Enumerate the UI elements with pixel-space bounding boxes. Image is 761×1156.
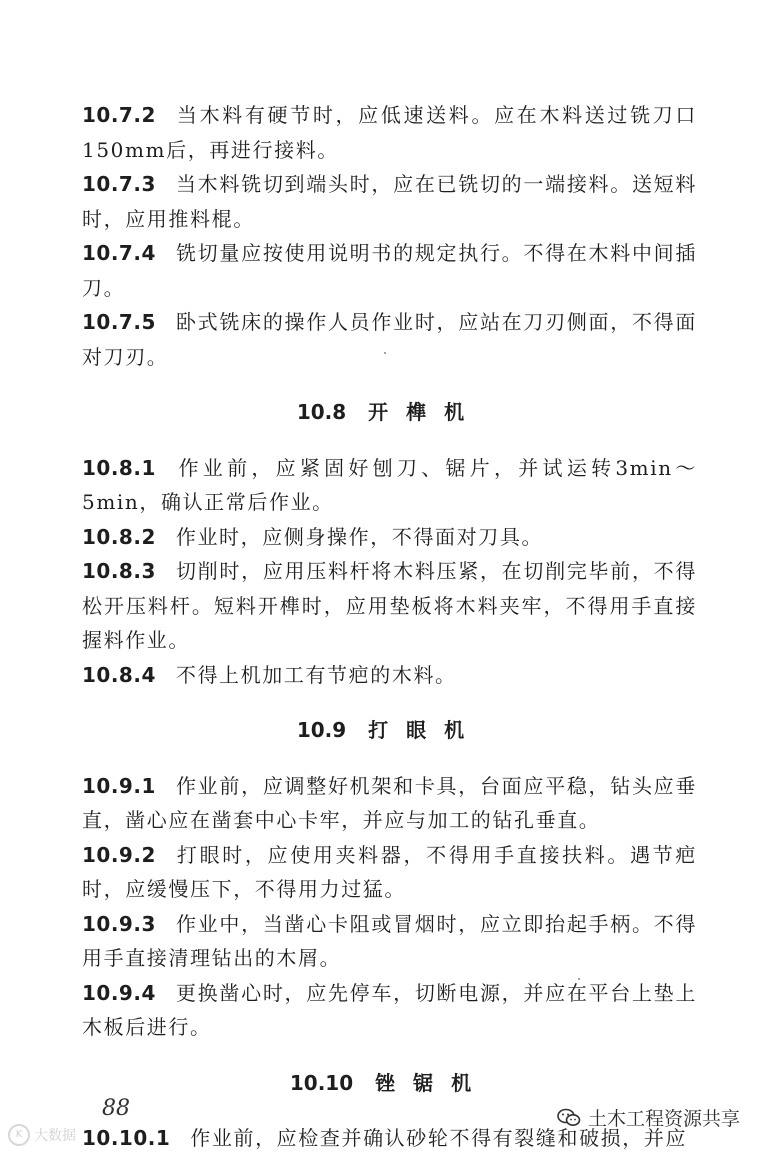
clause-10-7-2 bbox=[82, 98, 697, 167]
clause-text: 作业前，应调整好机架和卡具，台面应平稳，钻头应垂直，凿心应在凿套中心卡牢，并应与加工的钻孔垂直。 bbox=[82, 773, 697, 832]
clause-text: 不得上机加工有节疤的木料。 bbox=[175, 662, 457, 687]
section-number: 10.10 bbox=[289, 1070, 354, 1095]
clause-number: 10.8.1 bbox=[82, 455, 156, 480]
clause-number: 10.8.2 bbox=[82, 524, 156, 549]
clause-text: 更换凿心时，应先停车，切断电源，并应在平台上垫上木板后进行。 bbox=[82, 980, 697, 1039]
clause-number: 10.7.2 bbox=[82, 103, 156, 127]
scan-speck bbox=[578, 978, 580, 980]
clause-10-9-4 bbox=[82, 976, 697, 1045]
clause-number: 10.9.1 bbox=[82, 773, 156, 798]
account-watermark bbox=[556, 1104, 740, 1131]
clause-number: 10.7.4 bbox=[82, 241, 156, 265]
page-number: 88 bbox=[102, 1096, 130, 1121]
source-watermark-text: 大数据 bbox=[34, 1128, 76, 1144]
clause-number: 10.9.4 bbox=[82, 980, 156, 1005]
clause-10-9-1 bbox=[82, 769, 697, 838]
section-number: 10.9 bbox=[296, 718, 347, 742]
clause-number: 10.9.3 bbox=[82, 911, 156, 936]
clause-number: 10.10.1 bbox=[82, 1126, 171, 1150]
section-heading-10-10 bbox=[82, 1066, 697, 1101]
clause-10-8-1 bbox=[82, 451, 697, 520]
clause-10-8-2 bbox=[82, 520, 697, 555]
section-title: 锉锯机 bbox=[375, 1070, 490, 1095]
clause-text: 当木料有硬节时，应低速送料。应在木料送过铣刀口150mm后，再进行接料。 bbox=[82, 103, 697, 162]
account-watermark-text: 土木工程资源共享 bbox=[588, 1108, 741, 1130]
clause-text: 作业时，应侧身操作，不得面对刀具。 bbox=[175, 524, 544, 549]
clause-text: 打眼时，应使用夹料器，不得用手直接扶料。遇节疤时，应缓慢压下，不得用力过猛。 bbox=[82, 842, 697, 901]
scan-speck bbox=[384, 352, 386, 354]
body-text bbox=[82, 98, 697, 1156]
source-watermark bbox=[8, 1124, 76, 1146]
clause-text: 切削时，应用压料杆将木料压紧，在切削完毕前，不得松开压料杆。短料开榫时，应用垫板将木料夹牢，不得用手直接握料作业。 bbox=[82, 559, 697, 652]
clause-text: 卧式铣床的操作人员作业时，应站在刀刃侧面，不得面对刀刃。 bbox=[82, 310, 697, 369]
clause-text: 作业前，应紧固好刨刀、锯片，并试运转3min～5min，确认正常后作业。 bbox=[82, 455, 697, 514]
wechat-icon bbox=[556, 1105, 582, 1131]
section-title: 打眼机 bbox=[368, 718, 483, 742]
clause-10-9-3 bbox=[82, 907, 697, 976]
source-logo-icon: K bbox=[8, 1124, 30, 1146]
section-heading-10-8 bbox=[82, 395, 697, 430]
clause-text: 作业中，当凿心卡阻或冒烟时，应立即抬起手柄。不得用手直接清理钻出的木屑。 bbox=[82, 911, 697, 970]
clause-10-8-3 bbox=[82, 554, 697, 658]
clause-text: 作业前，应检查并确认砂轮不得有裂缝和破损，并应 bbox=[190, 1126, 688, 1150]
section-heading-10-9 bbox=[82, 713, 697, 748]
clause-text: 铣切量应按使用说明书的规定执行。不得在木料中间插刀。 bbox=[82, 241, 697, 300]
section-number: 10.8 bbox=[296, 400, 347, 424]
clause-10-8-4 bbox=[82, 658, 697, 693]
clause-10-7-3 bbox=[82, 167, 697, 236]
clause-number: 10.7.5 bbox=[82, 310, 156, 334]
clause-10-9-2 bbox=[82, 838, 697, 907]
clause-number: 10.9.2 bbox=[82, 842, 156, 867]
clause-10-7-5 bbox=[82, 305, 697, 374]
clause-number: 10.8.3 bbox=[82, 559, 156, 583]
clause-number: 10.7.3 bbox=[82, 172, 156, 196]
section-title: 开榫机 bbox=[368, 400, 483, 424]
clause-number: 10.8.4 bbox=[82, 662, 156, 687]
clause-10-7-4 bbox=[82, 236, 697, 305]
clause-text: 当木料铣切到端头时，应在已铣切的一端接料。送短料时，应用推料棍。 bbox=[82, 172, 697, 231]
